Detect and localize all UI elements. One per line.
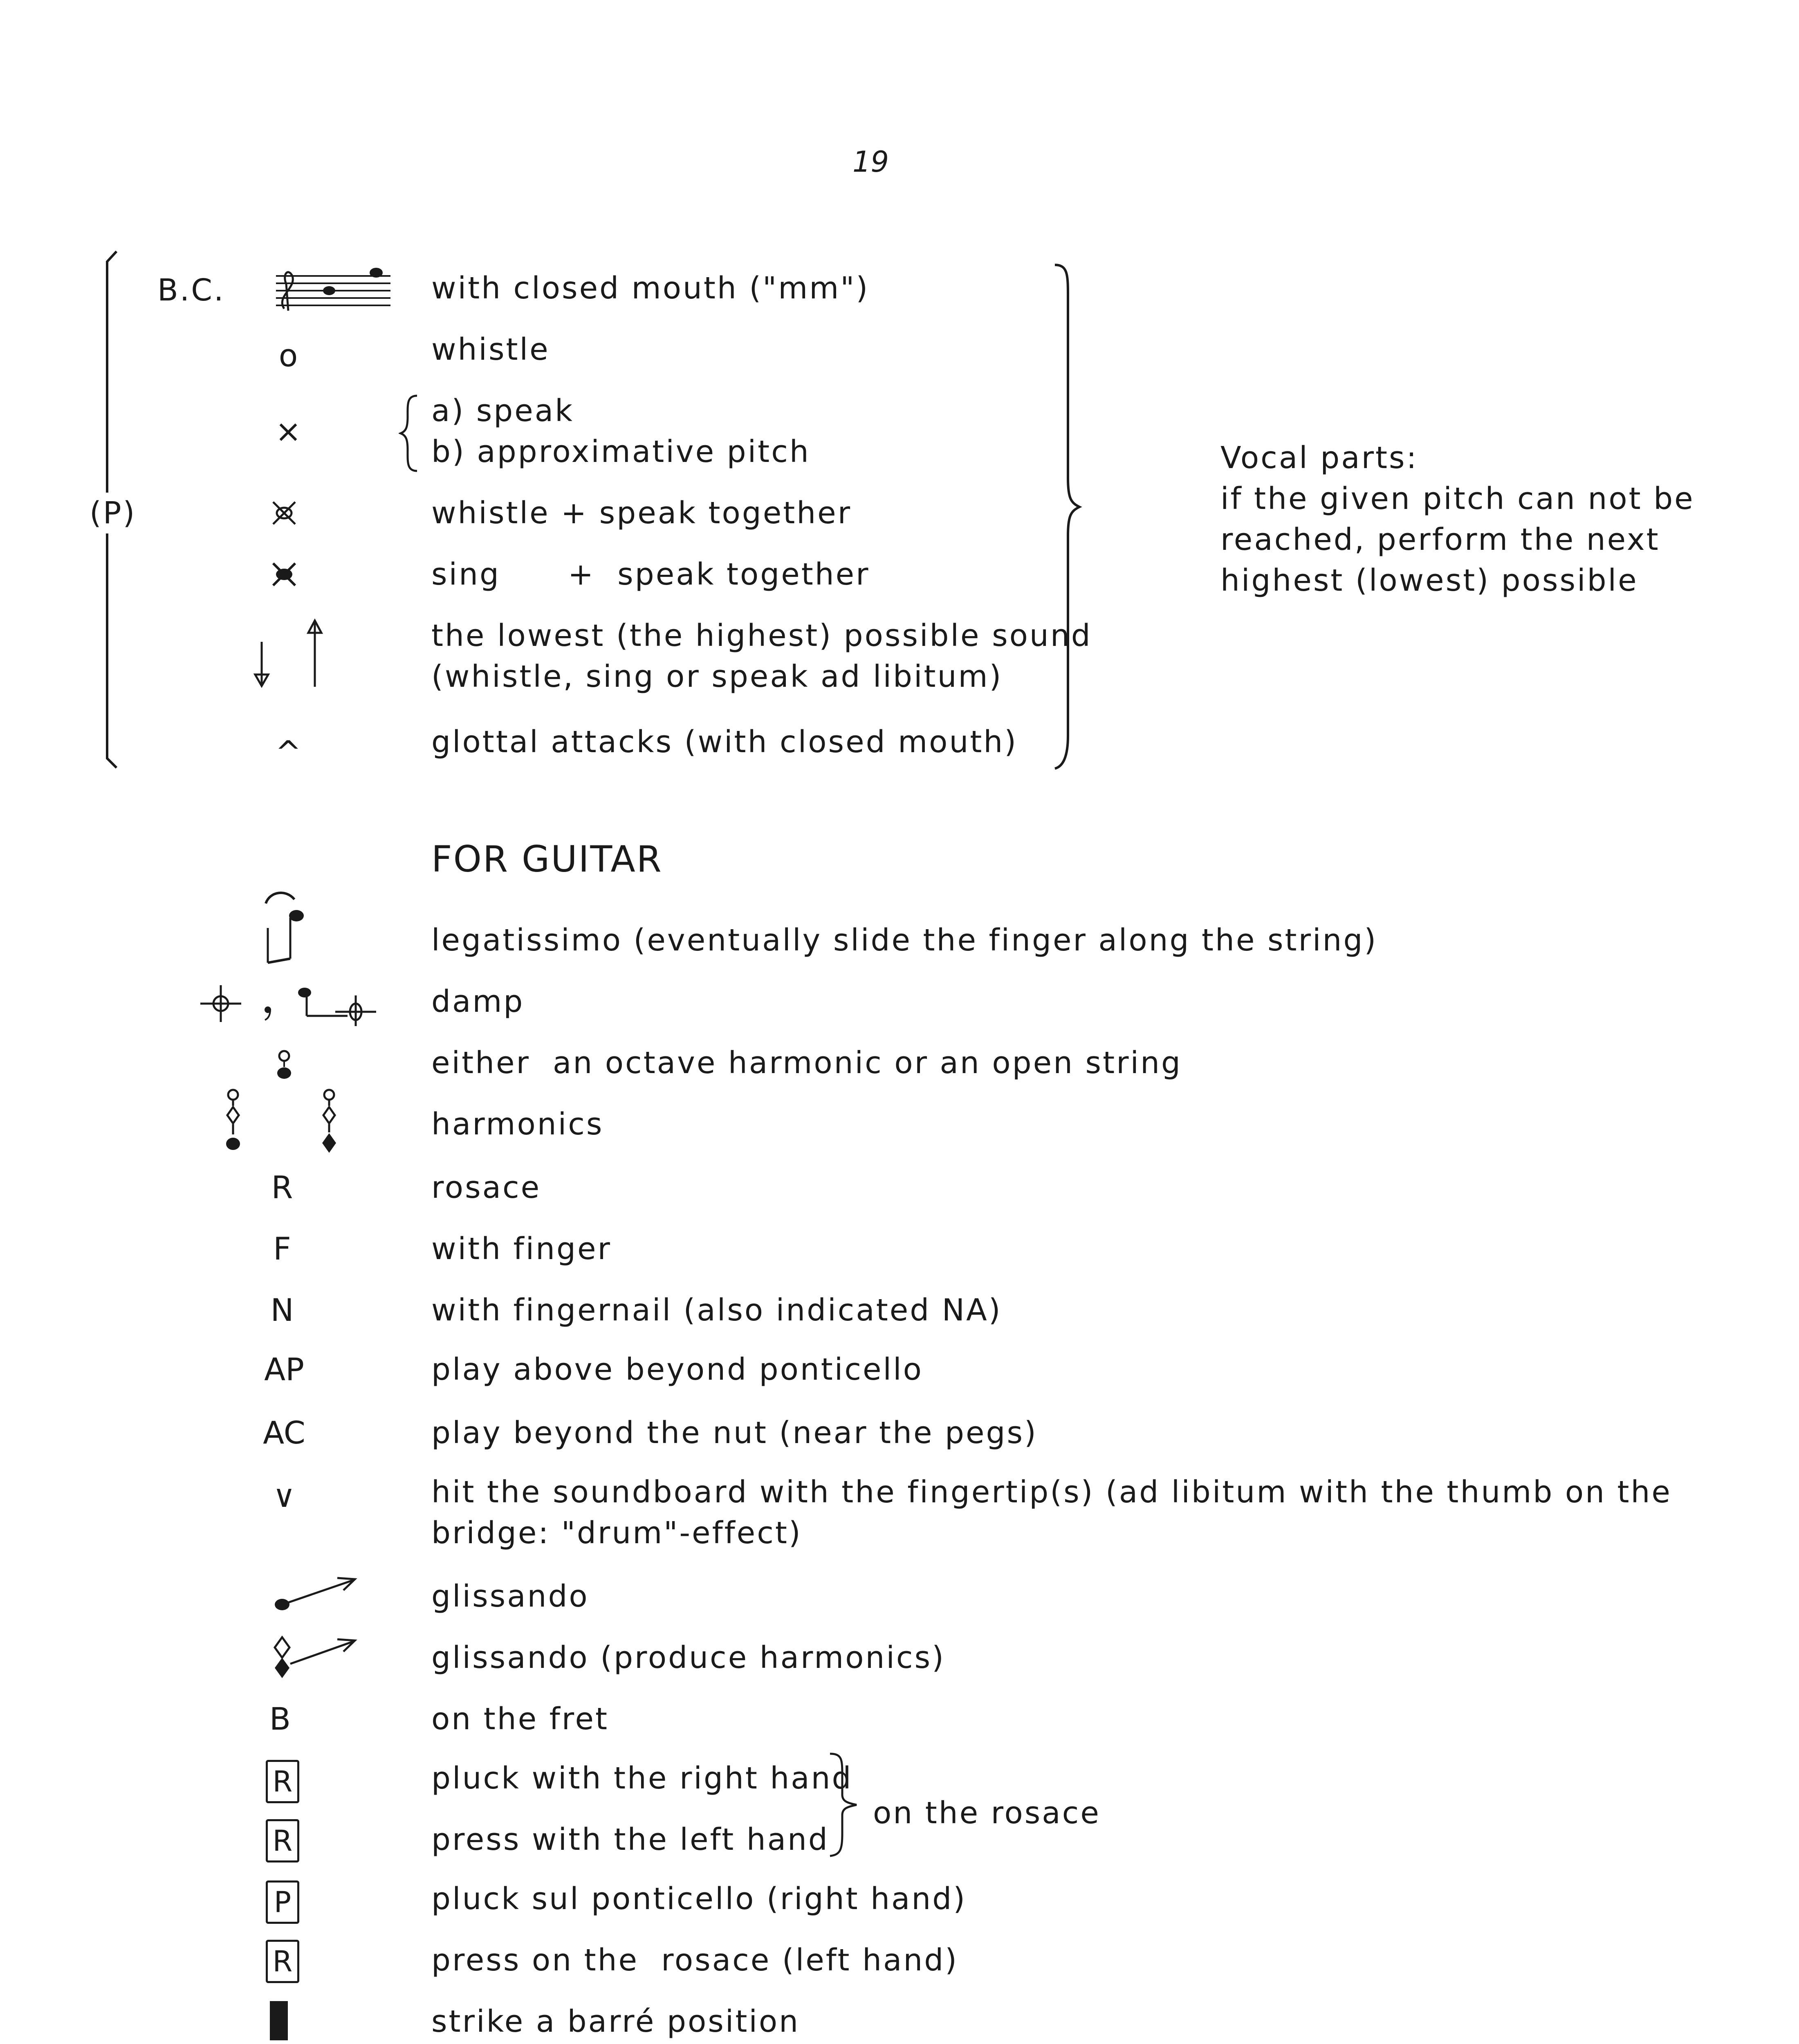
guitar-text-rosace-press: press on the rosace (left hand) xyxy=(431,1943,959,1978)
guitar-text-legatissimo: legatissimo (eventually slide the finger along the string) xyxy=(431,923,1378,958)
fingernail-symbol: N xyxy=(270,1292,294,1328)
vocal-text-sing-speak: sing + speak together xyxy=(431,557,870,592)
guitar-text-soundboard-1: hit the soundboard with the fingertip(s) (ad libitum with the thumb on the xyxy=(431,1475,1672,1510)
fret-symbol: B xyxy=(269,1701,291,1737)
guitar-text-finger: with finger xyxy=(431,1231,612,1266)
guitar-text-soundboard-2: bridge: "drum"-effect) xyxy=(431,1515,802,1551)
sing-speak-notehead-icon xyxy=(270,560,298,589)
guitar-text-fingernail: with fingernail (also indicated NA) xyxy=(431,1293,1002,1328)
rosace-group-brace xyxy=(824,1752,865,1858)
guitar-text-glissando-harmonics: glissando (produce harmonics) xyxy=(431,1640,946,1675)
guitar-text-barre-strike: strike a barré position xyxy=(431,2004,800,2039)
whistle-symbol: o xyxy=(278,337,298,374)
performer-label: (P) xyxy=(88,493,138,533)
guitar-text-glissando: glissando xyxy=(431,1579,589,1614)
speak-option-a: a) speak xyxy=(431,393,574,428)
soundboard-symbol: ∨ xyxy=(273,1478,296,1514)
vocal-text-lowest-2: (whistle, sing or speak ad libitum) xyxy=(431,659,1003,694)
vocal-note-line-4: highest (lowest) possible xyxy=(1220,563,1638,598)
page-number: 19 xyxy=(852,145,889,179)
closed-mouth-staff-icon xyxy=(272,268,395,313)
guitar-heading: FOR GUITAR xyxy=(431,838,663,880)
vocal-text-whistle: whistle xyxy=(431,332,550,367)
vocal-note-line-1: Vocal parts: xyxy=(1220,440,1418,475)
boxed-r-pluck-symbol: R xyxy=(266,1760,299,1803)
guitar-text-nut: play beyond the nut (near the pegs) xyxy=(431,1415,1038,1450)
guitar-text-ponticello-pluck: pluck sul ponticello (right hand) xyxy=(431,1881,967,1916)
guitar-text-rosace: rosace xyxy=(431,1170,541,1205)
vocal-text-whistle-speak: whistle + speak together xyxy=(431,495,852,531)
guitar-text-harmonics: harmonics xyxy=(431,1107,604,1142)
guitar-text-pluck-right: pluck with the right hand xyxy=(431,1761,853,1796)
rosace-group-label: on the rosace xyxy=(873,1795,1101,1831)
lowest-highest-arrows-icon xyxy=(245,617,327,691)
boxed-r-press-symbol: R xyxy=(266,1819,299,1862)
filled-rect-icon xyxy=(270,2001,288,2040)
right-brace xyxy=(1047,262,1092,773)
harmonics-notes-icon xyxy=(217,1083,348,1161)
guitar-text-fret: on the fret xyxy=(431,1701,609,1737)
finger-symbol: F xyxy=(273,1230,291,1267)
legatissimo-note-icon xyxy=(262,887,311,977)
guitar-text-octave: either an octave harmonic or an open string xyxy=(431,1045,1182,1080)
damp-symbol-icon xyxy=(196,981,393,1026)
vocal-text-glottal: glottal attacks (with closed mouth) xyxy=(431,724,1018,760)
glottal-symbol: ^ xyxy=(275,734,301,770)
speak-symbol: × xyxy=(275,413,301,449)
glissando-harmonics-arrow-icon xyxy=(266,1629,364,1682)
vocal-text-lowest-1: the lowest (the highest) possible sound xyxy=(431,618,1092,653)
beyond-nut-symbol: AC xyxy=(263,1414,305,1451)
bc-label: B.C. xyxy=(157,273,225,308)
above-ponticello-symbol: AP xyxy=(264,1351,304,1387)
boxed-r-rosace-symbol: R xyxy=(266,1940,299,1983)
rosace-symbol: R xyxy=(271,1169,293,1206)
speak-brace xyxy=(399,392,423,474)
guitar-text-damp: damp xyxy=(431,984,525,1019)
vocal-text-closed-mouth: with closed mouth ("mm") xyxy=(431,271,870,306)
whistle-speak-notehead-icon xyxy=(270,499,298,527)
guitar-text-ponticello: play above beyond ponticello xyxy=(431,1352,923,1387)
glissando-arrow-icon xyxy=(266,1572,364,1617)
guitar-text-press-left: press with the left hand xyxy=(431,1822,829,1857)
vocal-note-line-3: reached, perform the next xyxy=(1220,522,1660,557)
vocal-note-line-2: if the given pitch can not be xyxy=(1220,481,1695,516)
boxed-p-pluck-symbol: P xyxy=(266,1880,299,1924)
speak-option-b: b) approximative pitch xyxy=(431,434,810,469)
